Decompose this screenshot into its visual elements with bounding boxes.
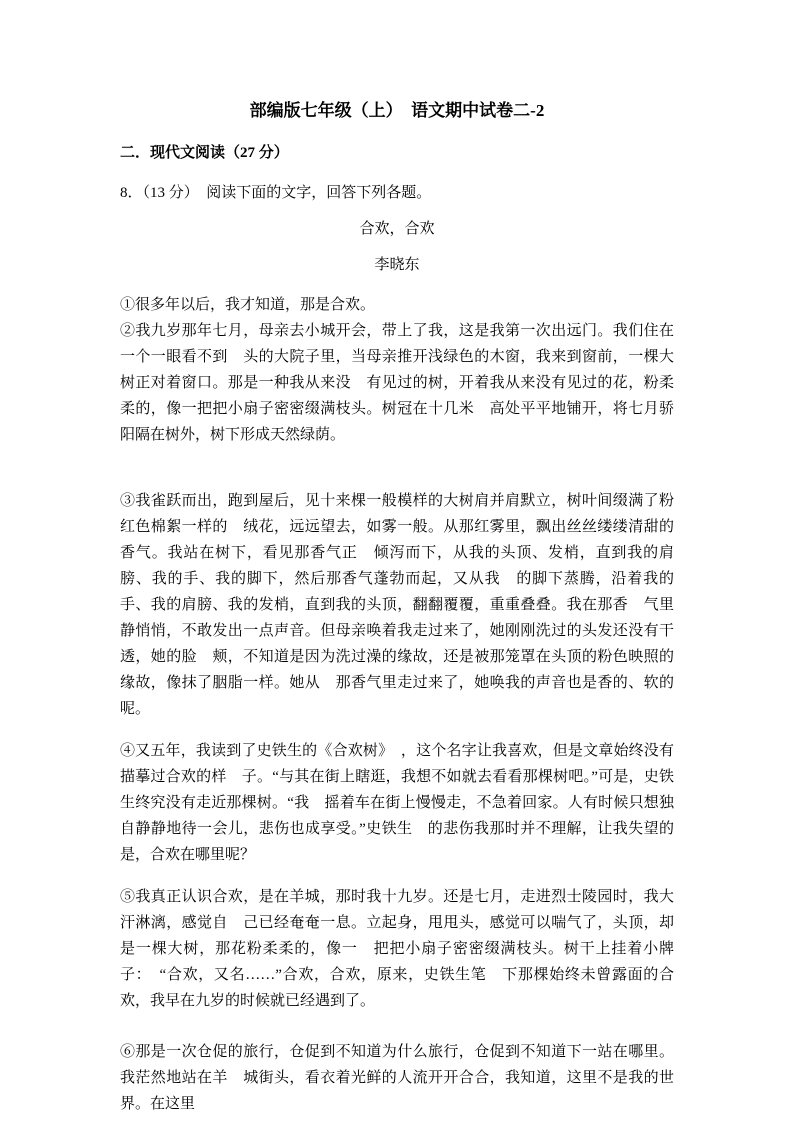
- passage-paragraph-2: ②我九岁那年七月，母亲去小城开会，带上了我，这是我第一次出远门。我们住在一个一眼看不到 头的大院子里，当母亲推开浅绿色的木窗，我来到窗前，一棵大树正对着窗口。那是一种我从来没 有见过的树，开着我从来没有见过的花，粉柔柔的，像一把把小扇子密密缀满枝头。树冠在十几米 高处平平地铺开，将七月骄阳隔在树外，树下形成天然绿荫。: [120, 323, 674, 443]
- passage-title: 合欢，合欢: [359, 221, 435, 237]
- passage-paragraph-1: ①很多年以后，我才知道，那是合欢。: [120, 297, 376, 313]
- document-title: 部编版七年级（上） 语文期中试卷二-2: [249, 101, 545, 120]
- passage-paragraph-6: ⑥那是一次仓促的旅行，仓促到不知道为什么旅行，仓促到不知道下一站在哪里。我茫然地站在羊 城街头，看衣着光鲜的人流开开合合，我知道，这里不是我的世界。在这里: [120, 1044, 674, 1112]
- passage-paragraph-3: ③我雀跃而出，跑到屋后，见十来棵一般模样的大树肩并肩默立，树叶间缀满了粉红色棉絮一样的 绒花，远远望去，如雾一般。从那红雾里，飘出丝丝缕缕清甜的香气。我站在树下，看见那香气正 倾泻而下，从我的头顶、发梢，直到我的肩膀、我的手、我的脚下，然后那香气蓬勃而起，又从我 的脚下蒸腾，沿着我的手、我的肩膀、我的发梢，直到我的头顶，翻翻覆覆，重重叠叠。我在那香 气里静悄悄，不敢发出一点声音。但母亲唤着我走过来了，她刚刚洗过的头发还没有干透，她的脸 颊，不知道是因为洗过澡的缘故，还是被那笼罩在头顶的粉色映照的缘故，像抹了胭脂一样。她从 那香气里走过来了，她唤我的声音也是香的、软的呢。: [120, 493, 674, 717]
- passage-paragraph-4: ④又五年，我读到了史铁生的《合欢树》 ，这个名字让我喜欢，但是文章始终没有描摹过合欢的样 子。“与其在街上瞎逛，我想不如就去看看那棵树吧。”可是，史铁生终究没有走近那棵树。“我 摇着车在街上慢慢走，不急着回家。人有时候只想独自静静地待一会儿，悲伤也成享受。”史铁生 的悲伤我那时并不理解，让我失望的是，合欢在哪里呢？: [120, 743, 674, 863]
- passage-author: 李晓东: [374, 257, 420, 273]
- passage-paragraph-5: ⑤我真正认识合欢，是在羊城，那时我十九岁。还是七月，走进烈士陵园时，我大汗淋漓，感觉自 己已经奄奄一息。立起身，甩甩头，感觉可以喘气了，头顶，却是一棵大树，那花粉柔柔的，像一 把把小扇子密密缀满枝头。树干上挂着小牌子： “合欢，又名……”合欢，合欢，原来，史铁生笔 下那棵始终未曾露面的合欢，我早在九岁的时候就已经遇到了。: [120, 889, 674, 1009]
- question-intro: 8．（13 分） 阅读下面的文字，回答下列各题。: [120, 185, 432, 201]
- section-heading: 二．现代文阅读（27 分）: [120, 145, 289, 161]
